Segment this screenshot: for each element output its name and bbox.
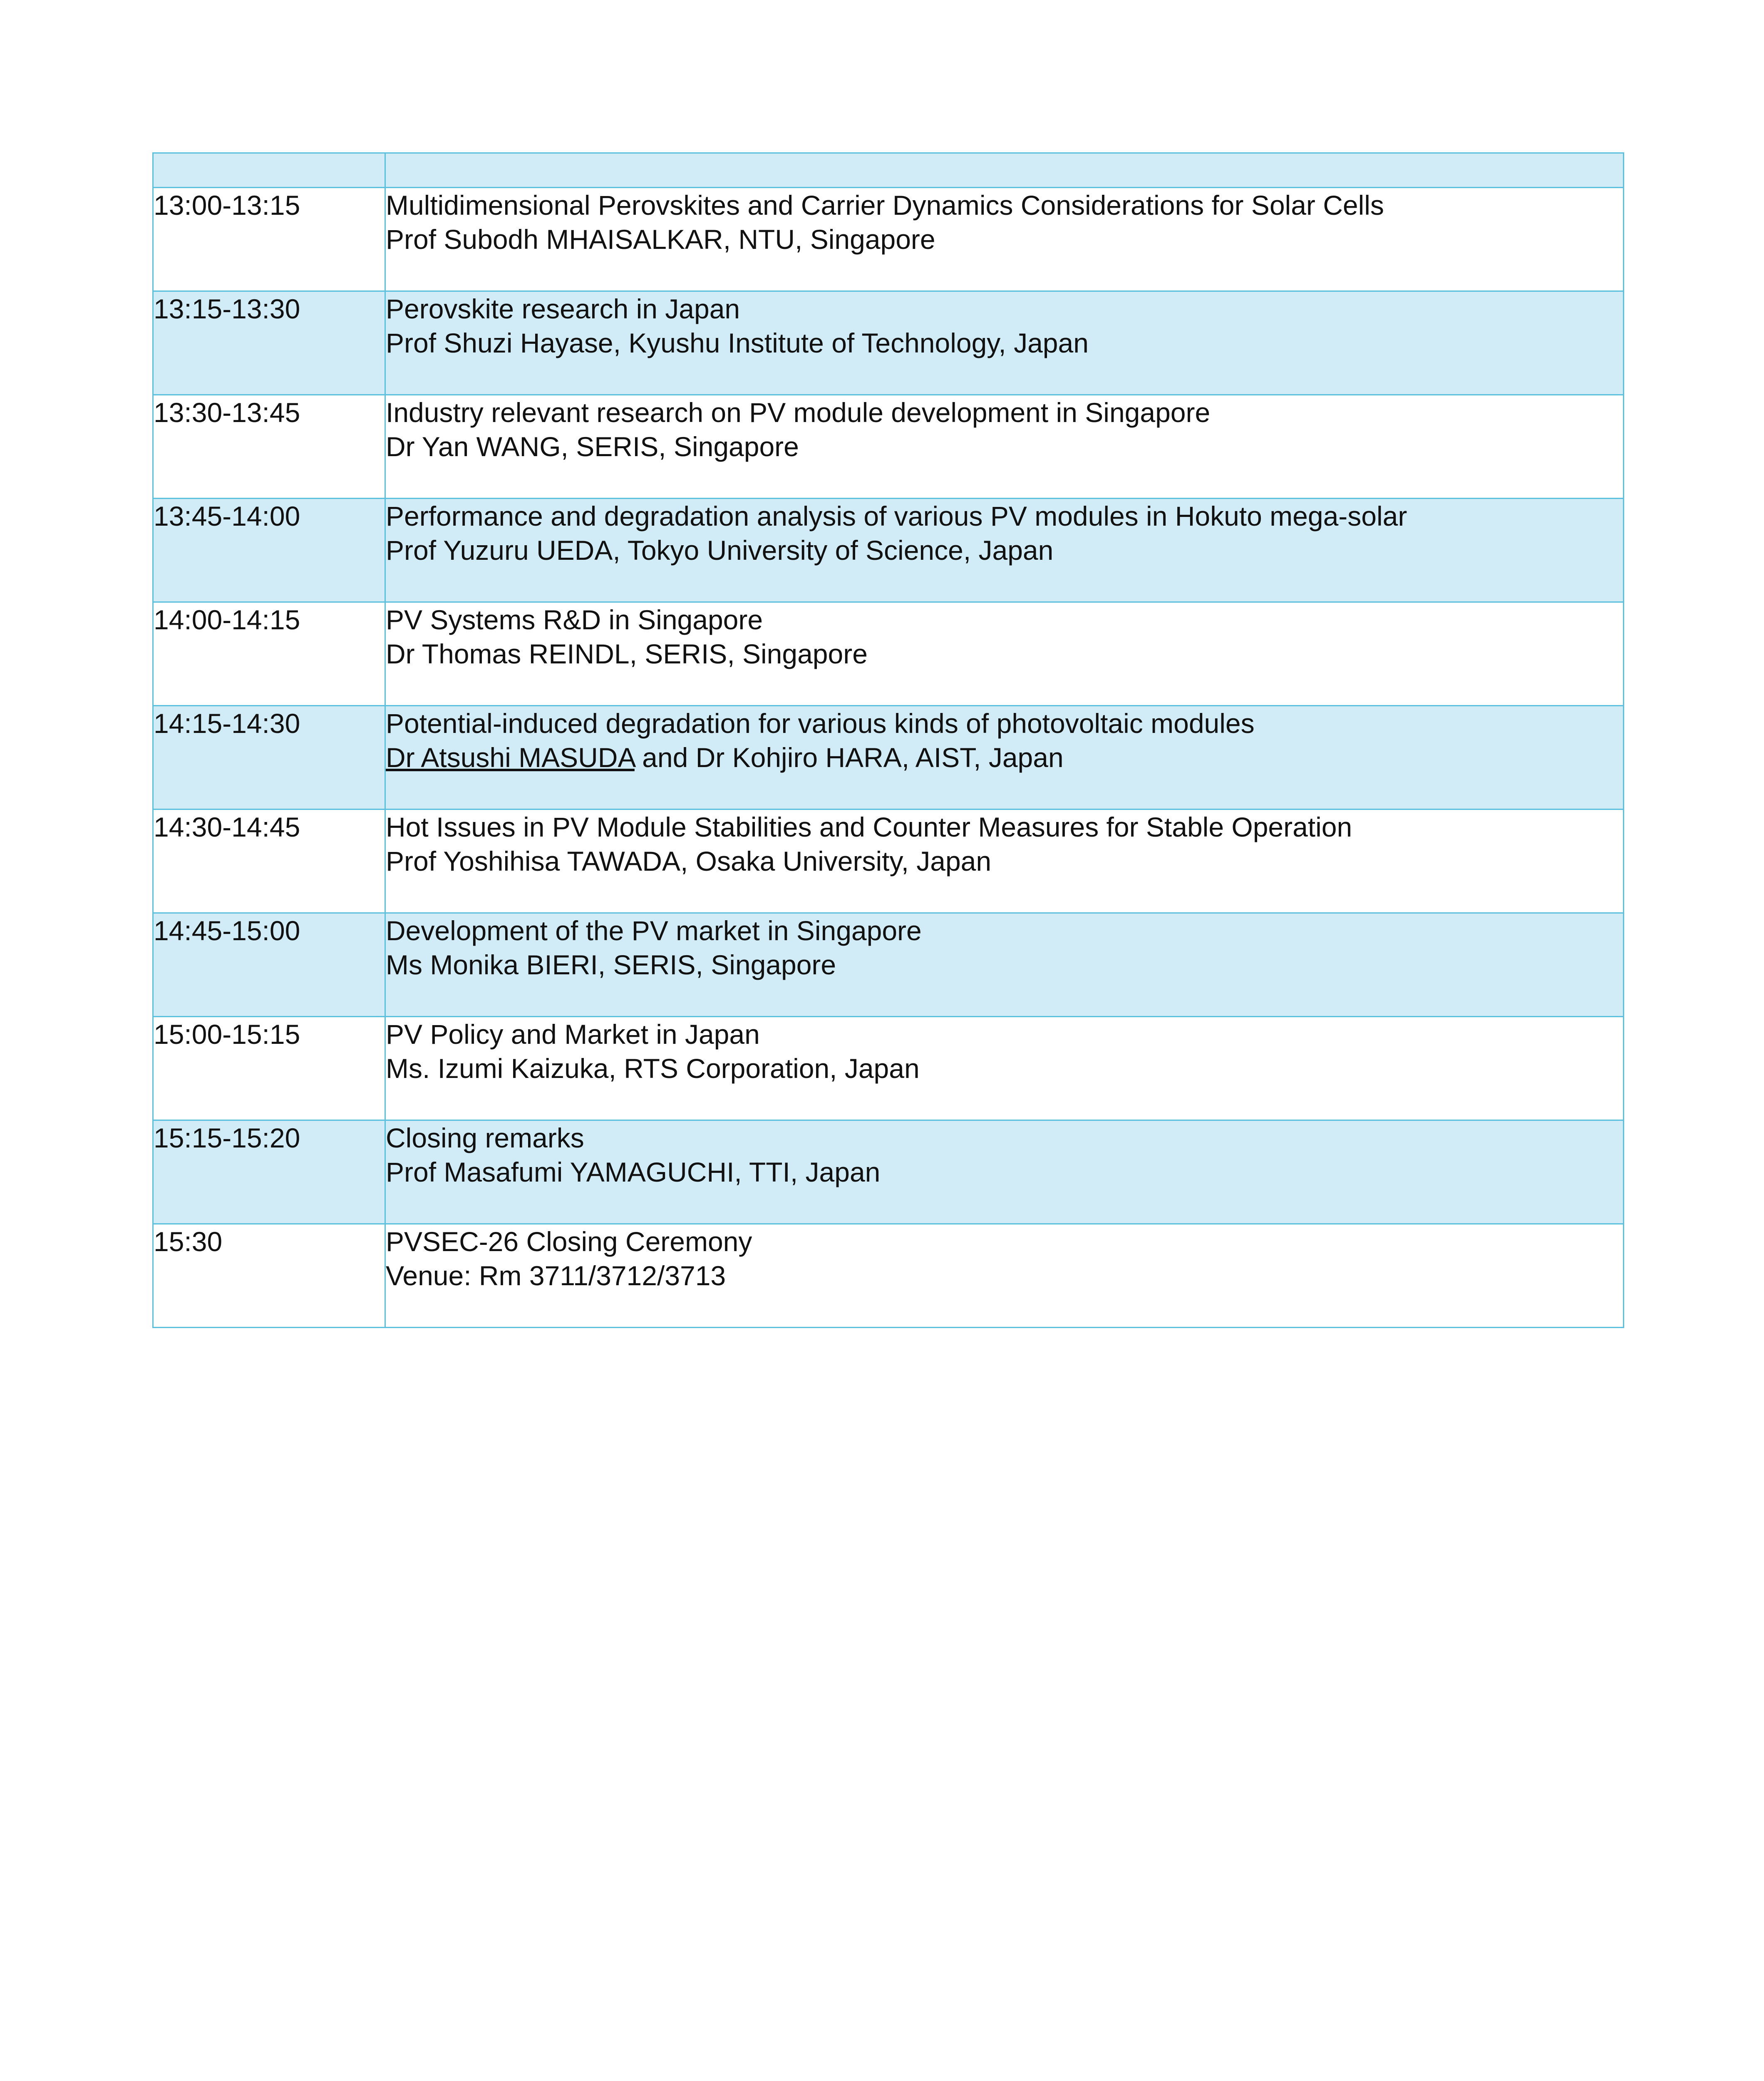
time-cell: 14:30-14:45 (153, 810, 385, 913)
speaker-line: Prof Shuzi Hayase, Kyushu Institute of Technology, Japan (386, 328, 1089, 358)
speaker-line: Prof Yuzuru UEDA, Tokyo University of Science, Japan (386, 535, 1054, 566)
time-cell: 15:30 (153, 1224, 385, 1328)
talk-title: Performance and degradation analysis of various PV modules in Hokuto mega-solar (386, 501, 1407, 531)
table-header-row (153, 153, 1624, 188)
table-row (153, 395, 1624, 499)
table-row (153, 1120, 1624, 1224)
table-row (153, 1017, 1624, 1120)
speaker-line: Prof Yoshihisa TAWADA, Osaka University, Japan (386, 846, 992, 877)
speaker-line: Ms Monika BIERI, SERIS, Singapore (386, 949, 836, 980)
table-row (153, 188, 1624, 291)
header-time-cell (153, 153, 385, 188)
session-cell (385, 706, 1624, 810)
speaker-line: Venue: Rm 3711/3712/3713 (386, 1260, 726, 1291)
table-row (153, 1224, 1624, 1328)
talk-title: Perovskite research in Japan (386, 293, 740, 324)
speaker-line (386, 740, 1623, 775)
time-cell: 14:45-15:00 (153, 913, 385, 1017)
table-row (153, 706, 1624, 810)
header-desc-cell (385, 153, 1624, 188)
table-row (153, 913, 1624, 1017)
table-row (153, 291, 1624, 395)
talk-title: Closing remarks (386, 1122, 584, 1153)
session-cell (385, 1224, 1624, 1328)
speaker-line: Ms. Izumi Kaizuka, RTS Corporation, Japan (386, 1053, 920, 1084)
time-cell: 13:15-13:30 (153, 291, 385, 395)
talk-title: Development of the PV market in Singapore (386, 915, 922, 946)
table-row (153, 602, 1624, 706)
time-cell: 14:15-14:30 (153, 706, 385, 810)
session-cell (385, 810, 1624, 913)
session-cell (385, 913, 1624, 1017)
speaker-line: Dr Yan WANG, SERIS, Singapore (386, 431, 799, 462)
schedule-table (152, 152, 1624, 1328)
session-cell (385, 1017, 1624, 1120)
time-cell: 13:00-13:15 (153, 188, 385, 291)
speaker-line: Prof Masafumi YAMAGUCHI, TTI, Japan (386, 1157, 881, 1187)
time-cell: 15:00-15:15 (153, 1017, 385, 1120)
table-row (153, 499, 1624, 602)
time-cell: 13:30-13:45 (153, 395, 385, 499)
session-cell (385, 291, 1624, 395)
table-row (153, 810, 1624, 913)
talk-title: PV Policy and Market in Japan (386, 1019, 760, 1050)
talk-title: Multidimensional Perovskites and Carrier Dynamics Considerations for Solar Cells (386, 190, 1384, 221)
underlined-speaker-name: Dr Atsushi MASUDA (386, 742, 635, 773)
talk-title: Hot Issues in PV Module Stabilities and Counter Measures for Stable Operation (386, 812, 1352, 842)
talk-title: PV Systems R&D in Singapore (386, 604, 763, 635)
talk-title: PVSEC-26 Closing Ceremony (386, 1226, 752, 1257)
session-cell (385, 188, 1624, 291)
session-cell (385, 499, 1624, 602)
time-cell: 13:45-14:00 (153, 499, 385, 602)
time-cell: 15:15-15:20 (153, 1120, 385, 1224)
speaker-line: Dr Thomas REINDL, SERIS, Singapore (386, 638, 868, 669)
session-cell (385, 395, 1624, 499)
speaker-line: Prof Subodh MHAISALKAR, NTU, Singapore (386, 224, 935, 255)
talk-title: Industry relevant research on PV module development in Singapore (386, 397, 1211, 428)
speaker-rest: and Dr Kohjiro HARA, AIST, Japan (634, 742, 1064, 773)
time-cell: 14:00-14:15 (153, 602, 385, 706)
talk-title: Potential-induced degradation for various kinds of photovoltaic modules (386, 708, 1255, 739)
session-cell (385, 1120, 1624, 1224)
session-cell (385, 602, 1624, 706)
